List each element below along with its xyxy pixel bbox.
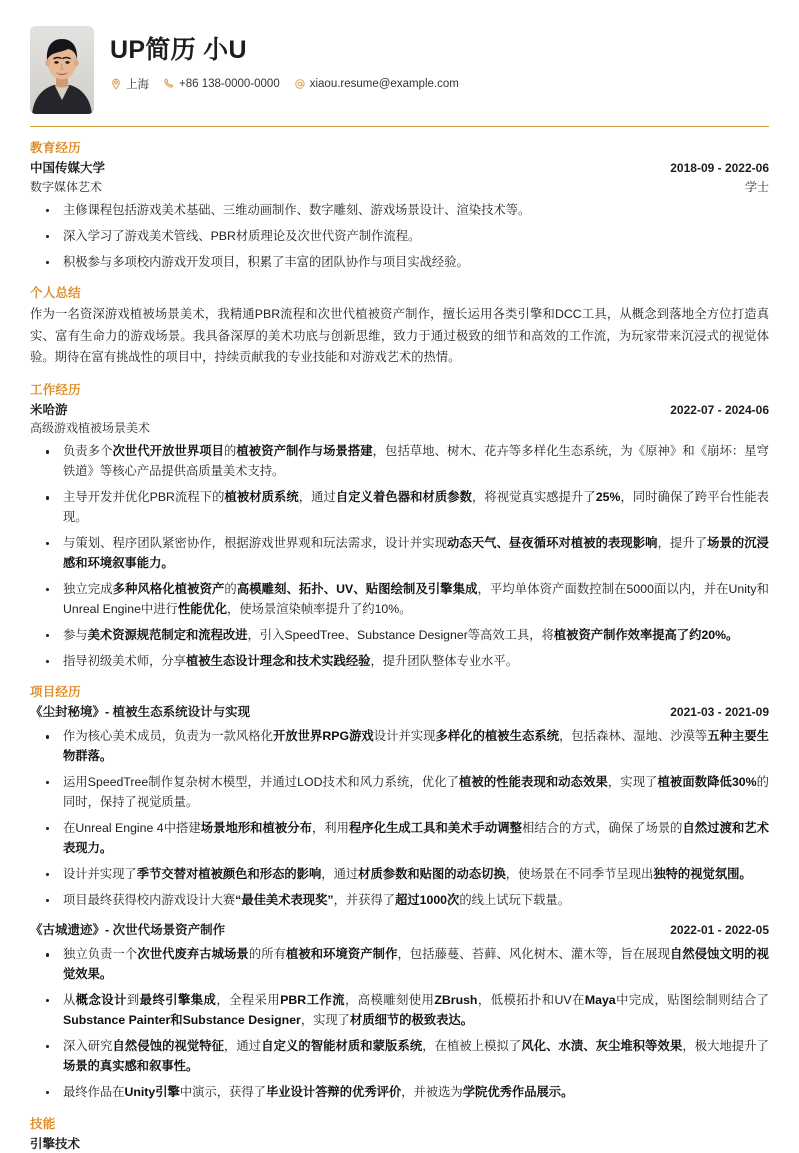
work-entry-sub xyxy=(30,419,769,437)
education-degree: 学士 xyxy=(744,179,769,194)
project-entry-head xyxy=(30,703,769,722)
section-title-summary: 个人总结 xyxy=(30,286,81,301)
bullet-item: 运用SpeedTree制作复杂树木模型，并通过LOD技术和风力系统，优化了植被的性能表现和动态效果，实现了植被面数降低30%的同时，保持了视觉质量。 xyxy=(30,773,769,813)
contact-phone xyxy=(163,78,280,90)
phone-icon xyxy=(163,78,175,90)
bullet-item: 从概念设计到最终引擎集成，全程采用PBR工作流，高模雕刻使用ZBrush，低模拓扑和UV在Maya中完成，贴图绘制则结合了Substance Painter和Substance Designer，实现了材质细节的极致表达。 xyxy=(30,991,769,1031)
bullet-item: 项目最终获得校内游戏设计大赛“最佳美术表现奖”，并获得了超过1000次的线上试玩下载量。 xyxy=(30,891,769,911)
project-date: 2021-03 - 2021-09 xyxy=(670,705,769,720)
contact-phone-text: +86 138-0000-0000 xyxy=(179,77,280,90)
section-title-projects: 项目经历 xyxy=(30,685,81,700)
work-company: 米哈游 xyxy=(30,402,68,417)
bullet-item: 独立完成多种风格化植被资产的高模雕刻、拓扑、UV、贴图绘制及引擎集成，平均单体资产面数控制在5000面以内，并在Unity和Unreal Engine中进行性能优化，使场景渲染帧率提升了约10%。 xyxy=(30,580,769,620)
section-summary xyxy=(30,283,769,368)
bullet-item: 与策划、程序团队紧密协作，根据游戏世界观和玩法需求，设计并实现动态天气、昼夜循环对植被的表现影响，提升了场景的沉浸感和环境叙事能力。 xyxy=(30,534,769,574)
location-pin-icon xyxy=(110,78,122,90)
bullet-item: 作为核心美术成员，负责为一款风格化开放世界RPG游戏设计并实现多样化的植被生态系统，包括森林、湿地、沙漠等五种主要生物群落。 xyxy=(30,727,769,767)
avatar xyxy=(30,26,94,114)
section-title-skills: 技能 xyxy=(30,1116,56,1131)
work-role: 高级游戏植被场景美术 xyxy=(30,421,151,436)
resume-header xyxy=(30,26,769,120)
project-entry xyxy=(30,703,769,910)
bullet-item: 积极参与多项校内游戏开发项目，积累了丰富的团队协作与项目实战经验。 xyxy=(30,253,769,273)
identity-block xyxy=(110,26,469,92)
education-major: 数字媒体艺术 xyxy=(30,179,103,194)
section-title-education: 教育经历 xyxy=(30,141,81,155)
bullet-item: 负责多个次世代开放世界项目的植被资产制作与场景搭建，包括草地、树木、花卉等多样化生态系统，为《原神》和《崩坏：星穹铁道》等核心产品提供高质量美术支持。 xyxy=(30,442,769,482)
contact-list xyxy=(110,76,469,92)
bullet-item: 指导初级美术师，分享植被生态设计理念和技术实践经验，提升团队整体专业水平。 xyxy=(30,652,769,672)
education-date: 2018-09 - 2022-06 xyxy=(670,161,769,175)
contact-location-text: 上海 xyxy=(126,78,149,91)
contact-email-text: xiaou.resume@example.com xyxy=(309,77,459,90)
summary-text: 作为一名资深游戏植被场景美术，我精通PBR流程和次世代植被资产制作，擅长运用各类引擎和DCC工具，从概念到落地全方位打造真实、富有生命力的游戏场景。我具备深厚的美术功底与创新思维，致力于通过极致的细节和高效的工作流，为玩家带来沉浸式的视觉体验。期待在富有挑战性的项目中，持续贡献我的专业技能和对游戏艺术的热情。 xyxy=(30,307,769,365)
contact-location xyxy=(110,76,149,92)
section-skills xyxy=(30,1114,769,1153)
education-entry xyxy=(30,159,769,272)
bullet-item: 主修课程包括游戏美术基础、三维动画制作、数字雕刻、游戏场景设计、渲染技术等。 xyxy=(30,201,769,221)
bullet-item: 在Unreal Engine 4中搭建场景地形和植被分布，利用程序化生成工具和美术手动调整相结合的方式，确保了场景的自然过渡和艺术表现力。 xyxy=(30,819,769,859)
header-divider xyxy=(30,126,769,127)
bullet-item: 深入研究自然侵蚀的视觉特征，通过自定义的智能材质和蒙版系统，在植被上模拟了风化、水渍、灰尘堆积等效果，极大地提升了场景的真实感和叙事性。 xyxy=(30,1037,769,1077)
work-entry xyxy=(30,401,769,672)
project-entry xyxy=(30,921,769,1102)
education-school: 中国传媒大学 xyxy=(30,161,106,175)
project-bullets xyxy=(30,945,769,1102)
work-bullets xyxy=(30,442,769,671)
page-title: UP简历 小U xyxy=(110,36,247,64)
work-entry-head xyxy=(30,401,769,420)
contact-email xyxy=(294,78,459,90)
work-date: 2022-07 - 2024-06 xyxy=(670,402,769,417)
bullet-item: 最终作品在Unity引擎中演示，获得了毕业设计答辩的优秀评价，并被选为学院优秀作品展示。 xyxy=(30,1083,769,1103)
bullet-item: 参与美术资源规范制定和流程改进，引入SpeedTree、Substance Designer等高效工具，将植被资产制作效率提高了约20%。 xyxy=(30,626,769,646)
section-title-work: 工作经历 xyxy=(30,382,81,397)
education-entry-sub xyxy=(30,178,769,196)
section-work xyxy=(30,380,769,672)
education-bullets xyxy=(30,201,769,273)
at-email-icon xyxy=(294,78,306,90)
bullet-item: 深入学习了游戏美术管线、PBR材质理论及次世代资产制作流程。 xyxy=(30,227,769,247)
project-name: 《古城遗迹》- 次世代场景资产制作 xyxy=(30,923,226,938)
bullet-item: 主导开发并优化PBR流程下的植被材质系统，通过自定义着色器和材质参数，将视觉真实感提升了25%，同时确保了跨平台性能表现。 xyxy=(30,488,769,528)
education-entry-head xyxy=(30,159,769,178)
project-name: 《尘封秘境》- 植被生态系统设计与实现 xyxy=(30,705,251,720)
project-bullets xyxy=(30,727,769,910)
bullet-item: 独立负责一个次世代废弃古城场景的所有植被和环境资产制作，包括藤蔓、苔藓、风化树木、灌木等，旨在展现自然侵蚀文明的视觉效果。 xyxy=(30,945,769,985)
project-entry-head xyxy=(30,921,769,940)
projects-container xyxy=(30,703,769,1102)
bullet-item: 设计并实现了季节交替对植被颜色和形态的影响，通过材质参数和贴图的动态切换，使场景在不同季节呈现出独特的视觉氛围。 xyxy=(30,865,769,885)
skill-category-name: 引擎技术 xyxy=(30,1136,81,1151)
project-date: 2022-01 - 2022-05 xyxy=(670,923,769,938)
section-projects xyxy=(30,682,769,1102)
section-education xyxy=(30,138,769,272)
